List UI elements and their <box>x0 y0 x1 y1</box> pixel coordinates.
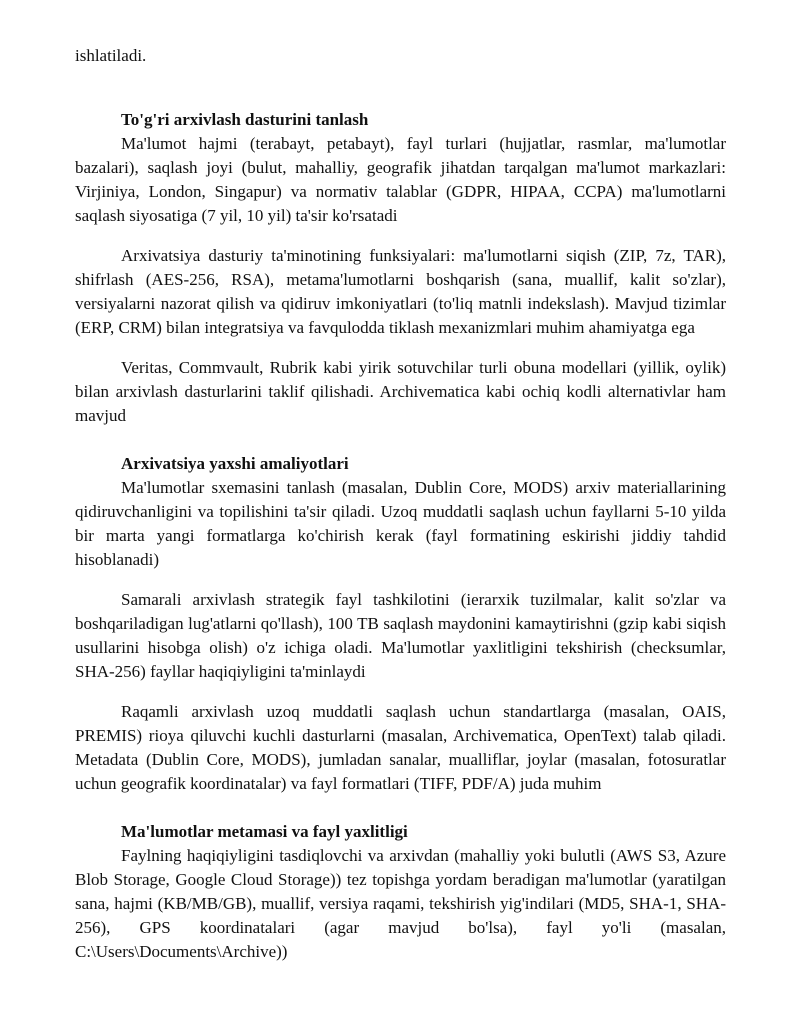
continuation-text: ishlatiladi. <box>75 46 147 65</box>
section-metadata-integrity <box>75 820 726 964</box>
paragraph: Raqamli arxivlash uzoq muddatli saqlash uchun standartlarga (masalan, OAIS, PREMIS) rioya qiluvchi kuchli dasturlarni (masalan, Archivematica, OpenText) talab qiladi. Metadata (Dublin Core, MODS), jumladan sanalar, mualliflar, joylar (masalan, fotosuratlar uchun geografik koordinatalar) va fayl formatlari (TIFF, PDF/A) juda muhim <box>75 702 726 793</box>
paragraph: Samarali arxivlash strategik fayl tashkilotini (ierarxik tuzilmalar, kalit so'zlar va boshqariladigan lug'atlarni qo'llash), 100 TB saqlash maydonini kamaytirishni (gzip kabi siqish usullarini hisobga olish) o'z ichiga oladi. Ma'lumotlar yaxlitligini tekshirish (checksumlar, SHA-256) fayllar haqiqiyligini ta'minlaydi <box>75 590 726 681</box>
section-heading: Ma'lumotlar metamasi va fayl yaxlitligi <box>121 822 408 841</box>
section-heading: Arxivatsiya yaxshi amaliyotlari <box>121 454 349 473</box>
section-heading: To'g'ri arxivlash dasturini tanlash <box>121 110 369 129</box>
section-best-practices <box>75 452 726 796</box>
paragraph: Arxivatsiya dasturiy ta'minotining funksiyalari: ma'lumotlarni siqish (ZIP, 7z, TAR), shifrlash (AES-256, RSA), metama'lumotlarni boshqarish (sana, muallif, kalit so'zlar), versiyalarni nazorat qilish va qidiruv imkoniyatlari (to'liq matnli indekslash). Mavjud tizimlar (ERP, CRM) bilan integratsiya va favqulodda tiklash mexanizmlari muhim ahamiyatga ega <box>75 246 726 337</box>
paragraph: Ma'lumotlar sxemasini tanlash (masalan, Dublin Core, MODS) arxiv materiallarining qidiruvchanligini va topilishini ta'sir qiladi. Uzoq muddatli saqlash uchun fayllarni 5-10 yilda bir marta yangi formatlarga ko'chirish kerak (fayl formatining eskirishi jiddiy tahdid hisoblanadi) <box>75 478 726 569</box>
paragraph: Ma'lumot hajmi (terabayt, petabayt), fayl turlari (hujjatlar, rasmlar, ma'lumotlar bazalari), saqlash joyi (bulut, mahalliy, geografik jihatdan tarqalgan ma'lumot markazlari: Virjiniya, London, Singapur) va normativ talablar (GDPR, HIPAA, CCPA) ma'lumotlarni saqlash siyosatiga (7 yil, 10 yil) ta'sir ko'rsatadi <box>75 134 726 225</box>
document-page <box>75 44 726 964</box>
paragraph: Veritas, Commvault, Rubrik kabi yirik sotuvchilar turli obuna modellari (yillik, oylik) bilan arxivlash dasturlarini taklif qilishadi. Archivematica kabi ochiq kodli alternativlar ham mavjud <box>75 358 726 425</box>
paragraph: Faylning haqiqiyligini tasdiqlovchi va arxivdan (mahalliy yoki bulutli (AWS S3, Azure Blob Storage, Google Cloud Storage)) tez topishga yordam beradigan ma'lumotlar (yaratilgan sana, hajmi (KB/MB/GB), muallif, versiya raqami, tekshirish yig'indilari (MD5, SHA-1, SHA-256), GPS koordinatalari (agar mavjud bo'lsa), fayl yo'li (masalan, C:\Users\Documents\Archive)) <box>75 846 726 961</box>
section-software-selection <box>75 108 726 428</box>
